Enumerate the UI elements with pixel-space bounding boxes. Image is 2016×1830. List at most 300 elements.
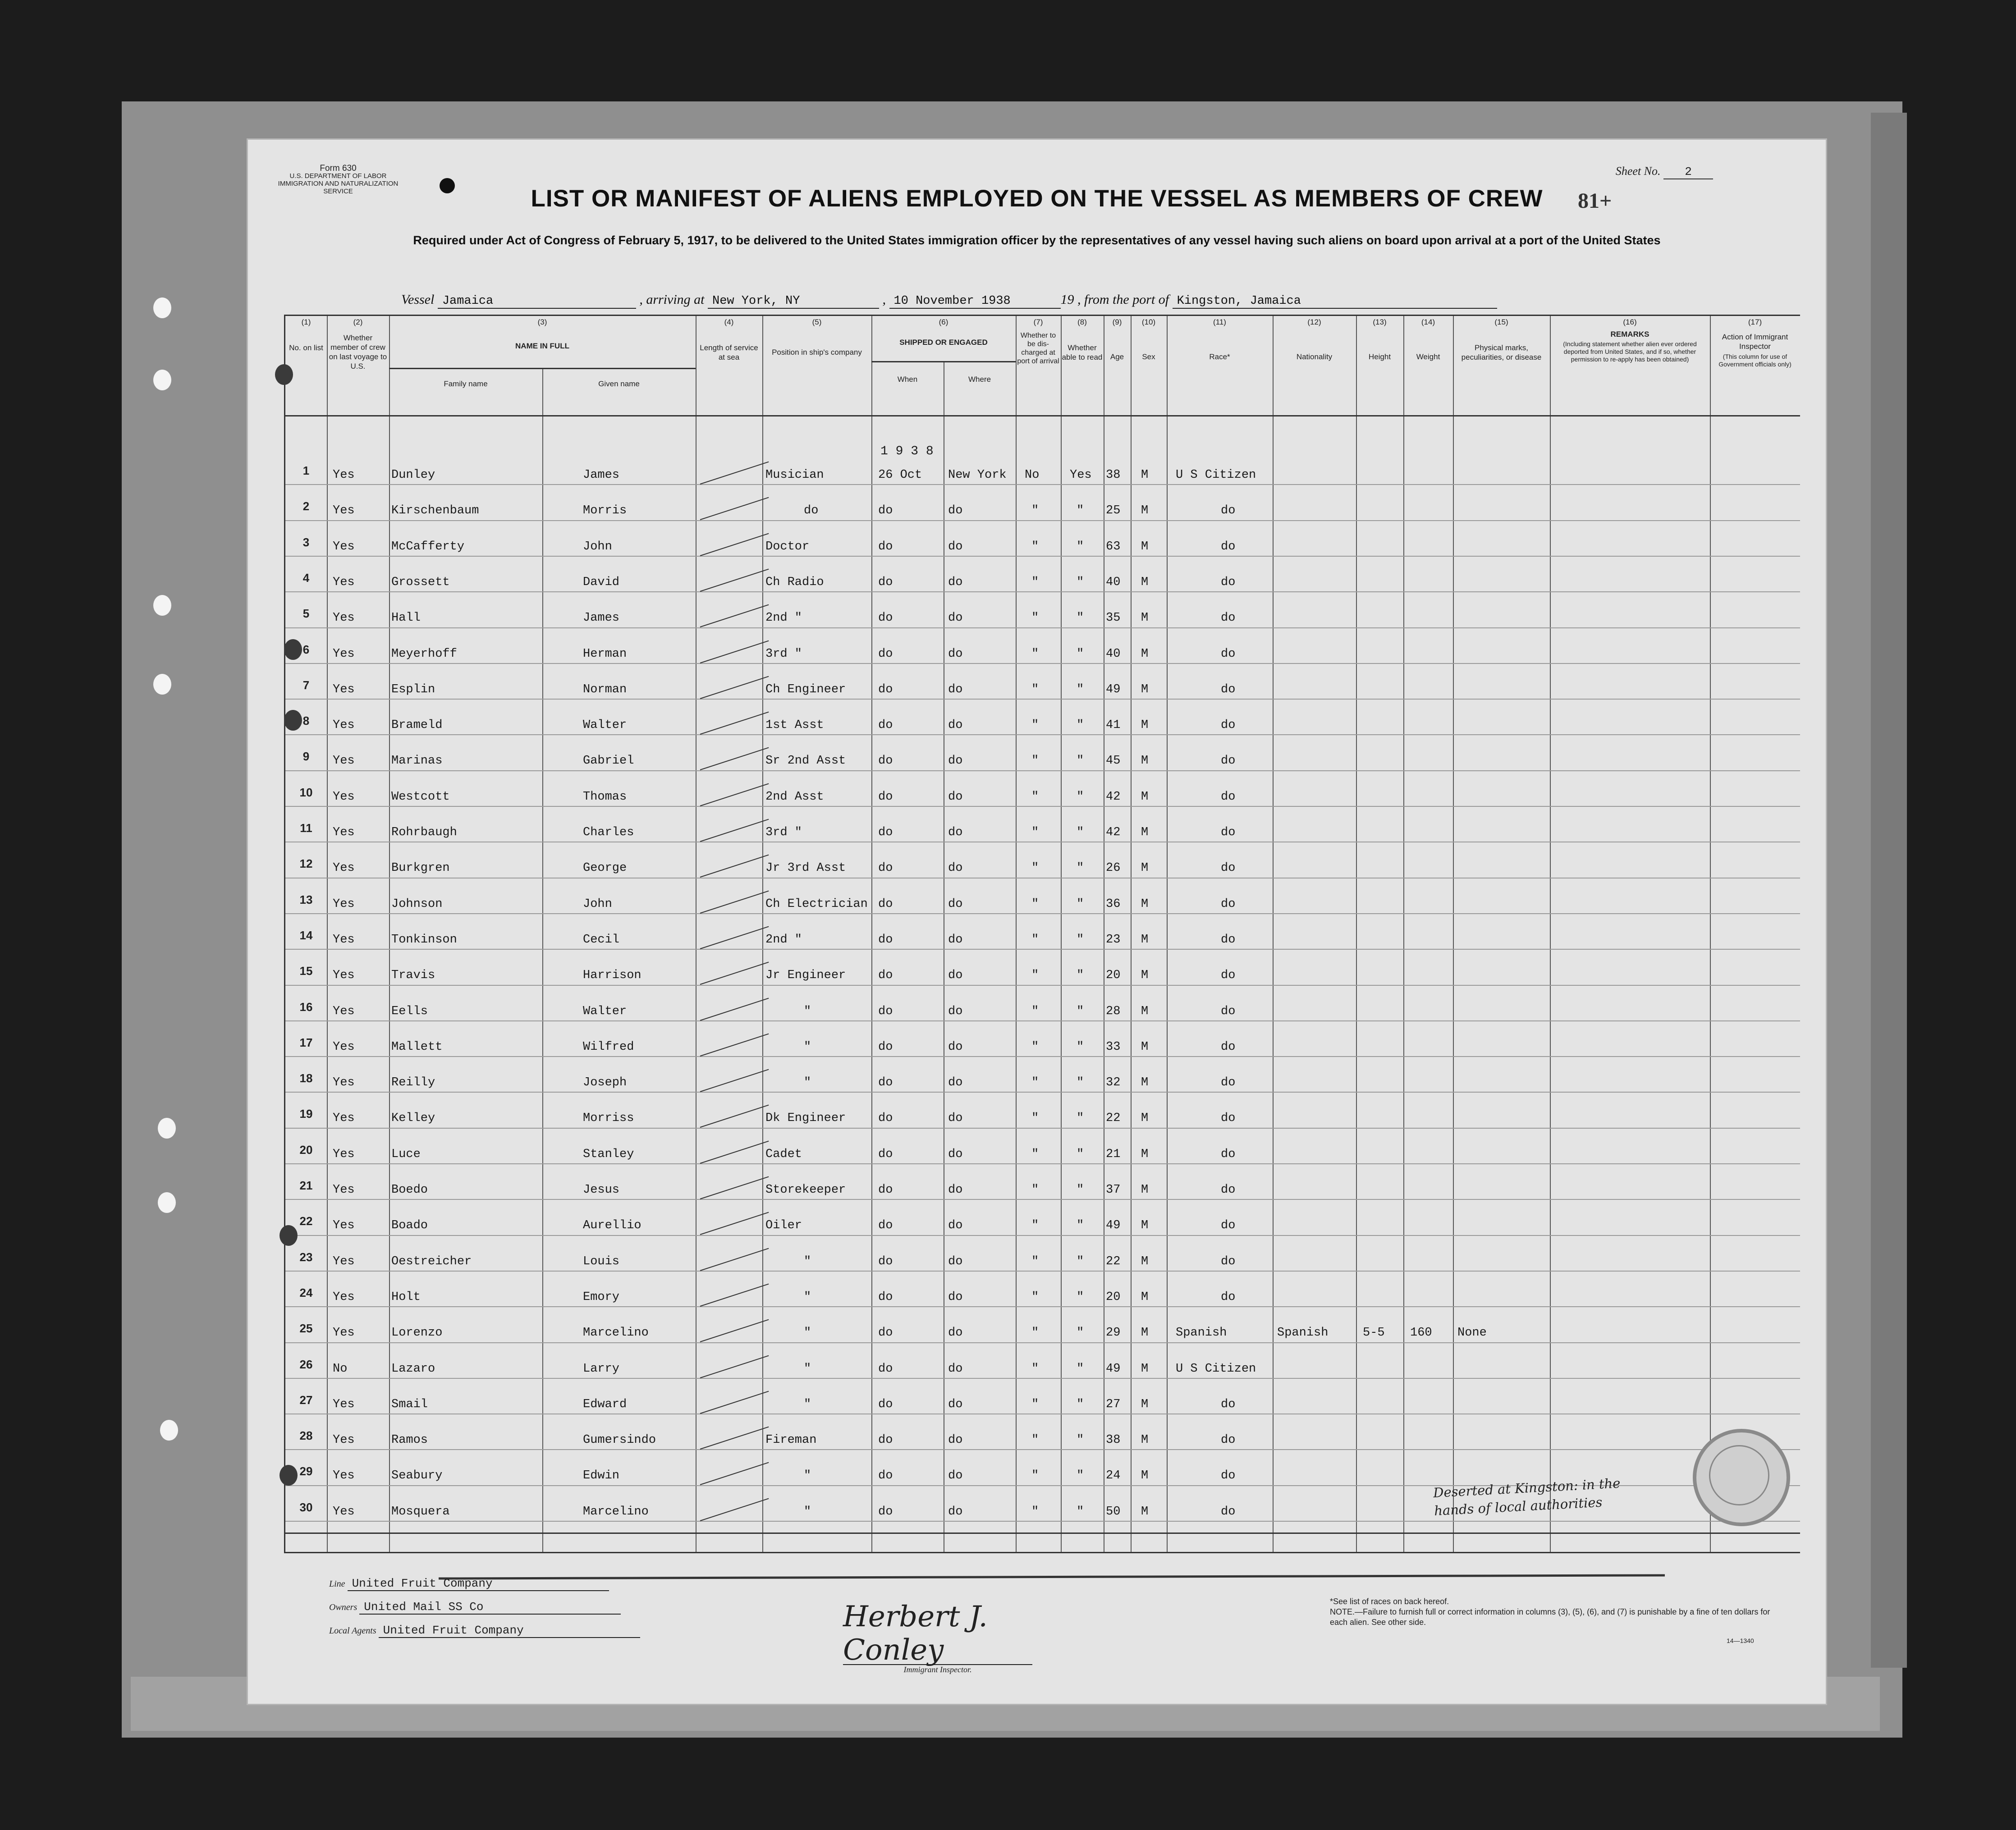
cell-where: do [948,1469,963,1483]
cell-race: do [1221,933,1236,947]
cell-race: do [1221,682,1236,696]
cell-race: do [1221,1433,1236,1447]
row-rule [285,520,1800,521]
cell-prev: Yes [333,1004,355,1018]
cell-position: " [804,1076,811,1090]
cell-discharged: " [1031,1290,1039,1304]
cell-given: Herman [583,647,627,661]
arriving-label: , arriving at [639,292,705,307]
cell-position: Ch Engineer [765,682,846,696]
cell-marks: None [1457,1326,1487,1340]
col-15-number: (15) [1494,318,1508,326]
agents-value: United Fruit Company [379,1624,640,1638]
inspector-signature-block [843,1600,1032,1674]
owners-label: Owners [329,1602,357,1612]
column-divider [1273,316,1274,1552]
owners-value: United Mail SS Co [359,1600,621,1615]
cell-age: 63 [1106,540,1121,554]
sheet-number: 2 [1663,165,1713,179]
row-rule [285,627,1800,628]
service-slash-mark [700,1140,769,1163]
cell-sex: M [1141,1040,1149,1054]
col-1-header: No. on list [289,343,323,352]
cell-age: 49 [1106,1362,1121,1376]
cell-prev: No [333,1362,348,1376]
cell-race: do [1221,1004,1236,1018]
row-rule [285,806,1800,807]
cell-given: Harrison [583,969,641,983]
service-slash-mark [700,604,769,627]
cell-prev: Yes [333,1076,355,1090]
cell-family: Dunley [391,468,435,482]
column-divider [1453,316,1454,1552]
cell-age: 40 [1106,575,1121,589]
row-rule [285,1342,1800,1343]
cell-read: " [1077,1040,1084,1054]
row-number: 21 [299,1179,313,1192]
service-slash-mark [700,1498,769,1521]
cell-sex: M [1141,540,1149,554]
cell-family: McCafferty [391,540,465,554]
col-3-given: Given name [598,380,640,388]
row-rule [285,1235,1800,1236]
cell-where: do [948,790,963,804]
col-4-header: Length of service at sea [700,343,758,361]
row-number: 26 [299,1357,313,1371]
cell-age: 27 [1106,1397,1121,1411]
cell-prev: Yes [333,1326,355,1340]
from-port-label: , from the port of [1077,292,1169,307]
cell-family: Holt [391,1290,421,1304]
cell-position: " [804,1290,811,1304]
vessel-line [401,292,1497,309]
row-rule [285,949,1800,950]
cell-discharged: " [1031,754,1039,768]
cell-family: Grossett [391,575,450,589]
row-number: 8 [302,714,310,728]
col-16-subheader: (Including statement whether alien ever ordered deported from United States, and if so, whether permission to re-apply has been obtained) [1563,340,1697,363]
cell-race: do [1221,790,1236,804]
cell-read: " [1077,1362,1084,1376]
manifest-title: LIST OR MANIFEST OF ALIENS EMPLOYED ON THE VESSEL AS MEMBERS OF CREW [531,185,1543,212]
cell-when: 26 Oct [878,468,922,482]
cell-when: do [878,1469,893,1483]
cell-age: 21 [1106,1147,1121,1161]
binder-hole [160,1420,178,1441]
cell-prev: Yes [333,1219,355,1233]
cell-family: Boado [391,1219,428,1233]
binder-hole [153,595,171,616]
cell-when: do [878,1183,893,1197]
cell-given: David [583,575,620,589]
cell-sex: M [1141,504,1149,518]
cell-discharged: " [1031,647,1039,661]
service-slash-mark [700,676,769,699]
col-15-header: Physical marks, peculiarities, or disease [1461,343,1542,361]
cell-where: do [948,1147,963,1161]
cell-sex: M [1141,861,1149,875]
cell-sex: M [1141,682,1149,696]
cell-given: Edwin [583,1469,620,1483]
cell-race: do [1221,1505,1236,1519]
crew-table [284,315,1800,1553]
cell-position: " [804,1362,811,1376]
arrival-date: 10 November 1938 [889,294,1061,309]
service-name: IMMIGRATION AND NATURALIZATION SERVICE [278,180,399,195]
cell-where: New York [948,468,1007,482]
cell-read: " [1077,754,1084,768]
row-number: 22 [299,1214,313,1228]
cell-when: do [878,718,893,732]
binder-hole [153,674,171,695]
cell-age: 25 [1106,504,1121,518]
row-number: 19 [299,1107,313,1121]
service-slash-mark [700,640,769,663]
cell-sex: M [1141,1147,1149,1161]
cell-where: do [948,933,963,947]
cell-sex: M [1141,718,1149,732]
footnotes [1330,1597,1772,1628]
cell-prev: Yes [333,718,355,732]
sheet-number-field [1616,165,1713,179]
service-slash-mark [700,1069,769,1092]
service-slash-mark [700,497,769,520]
cell-age: 38 [1106,1433,1121,1447]
service-slash-mark [700,890,769,913]
col-11-header: Race* [1209,352,1230,361]
cell-discharged: " [1031,1505,1039,1519]
row-number: 23 [299,1250,313,1264]
col-8-header: Whether able to read [1062,343,1103,361]
cell-when: do [878,682,893,696]
cell-race: do [1221,969,1236,983]
cell-prev: Yes [333,1505,355,1519]
cell-discharged: " [1031,1147,1039,1161]
cell-race: do [1221,897,1236,911]
cell-read: " [1077,1433,1084,1447]
row-number: 4 [302,571,310,585]
cell-race: do [1221,1290,1236,1304]
service-slash-mark [700,1248,769,1271]
cell-given: Larry [583,1362,620,1376]
cell-given: Norman [583,682,627,696]
binder-hole [279,1465,298,1486]
service-slash-mark [700,855,769,878]
cell-read: " [1077,1076,1084,1090]
col-3-number: (3) [537,318,547,326]
cell-when: do [878,754,893,768]
cell-given: Edward [583,1397,627,1411]
cell-family: Eells [391,1004,428,1018]
cell-position: 1st Asst [765,718,824,732]
cell-read: " [1077,718,1084,732]
manifest-sheet [248,140,1826,1704]
cell-age: 32 [1106,1076,1121,1090]
cell-where: do [948,611,963,625]
column-divider [1356,316,1357,1552]
cell-read: " [1077,540,1084,554]
vessel-name: Jamaica [438,294,636,309]
cell-where: do [948,1219,963,1233]
col-16-header: REMARKS [1610,330,1649,339]
cell-discharged: " [1031,682,1039,696]
cell-given: Wilfred [583,1040,634,1054]
cell-race: do [1221,1254,1236,1268]
cell-position: 2nd " [765,933,802,947]
cell-discharged: " [1031,1362,1039,1376]
cell-position: " [804,1254,811,1268]
cell-when: do [878,611,893,625]
cell-where: do [948,969,963,983]
cell-when: do [878,540,893,554]
service-slash-mark [700,1033,769,1056]
cell-position: " [804,1326,811,1340]
cell-position: Doctor [765,540,810,554]
cell-where: do [948,647,963,661]
cell-sex: M [1141,826,1149,839]
service-slash-mark [700,1105,769,1128]
cell-age: 20 [1106,969,1121,983]
cell-race: do [1221,1397,1236,1411]
cell-when: do [878,647,893,661]
service-slash-mark [700,747,769,770]
cell-when: do [878,1397,893,1411]
row-number: 2 [302,499,310,513]
cell-race: U S Citizen [1176,1362,1256,1376]
row-rule [285,1449,1800,1450]
cell-position: Musician [765,468,824,482]
cell-sex: M [1141,754,1149,768]
cell-given: Joseph [583,1076,627,1090]
col-10-header: Sex [1142,352,1155,361]
row-number: 12 [299,857,313,871]
cell-read: " [1077,1254,1084,1268]
column-divider [1131,316,1132,1552]
cell-family: Oestreicher [391,1254,472,1268]
cell-prev: Yes [333,933,355,947]
row-rule [285,591,1800,592]
department-name: U.S. DEPARTMENT OF LABOR [289,172,387,180]
cell-discharged: " [1031,933,1039,947]
cell-when: do [878,1290,893,1304]
cell-discharged: " [1031,790,1039,804]
cell-where: do [948,682,963,696]
cell-family: Travis [391,969,435,983]
cell-age: 42 [1106,790,1121,804]
cell-prev: Yes [333,754,355,768]
cell-when: do [878,1254,893,1268]
cell-family: Lazaro [391,1362,435,1376]
row-number: 27 [299,1393,313,1407]
service-slash-mark [700,533,769,556]
service-slash-mark [700,962,769,985]
cell-given: Stanley [583,1147,634,1161]
cell-race: do [1221,575,1236,589]
row-rule [285,1092,1800,1093]
cell-family: Smail [391,1397,428,1411]
column-divider [1167,316,1168,1552]
cell-where: do [948,1326,963,1340]
cell-prev: Yes [333,861,355,875]
cell-sex: M [1141,1397,1149,1411]
row-rule [285,1163,1800,1164]
cell-read: " [1077,1112,1084,1125]
cell-sex: M [1141,611,1149,625]
cell-prev: Yes [333,1183,355,1197]
col-1-number: (1) [301,318,311,326]
binder-hole [275,364,293,385]
row-rule [285,1056,1800,1057]
cell-race: do [1221,826,1236,839]
cell-race: do [1221,1076,1236,1090]
cell-read: " [1077,861,1084,875]
cell-family: Tonkinson [391,933,457,947]
col-6-where: Where [968,375,991,384]
column-divider [1016,316,1017,1552]
cell-discharged: " [1031,1183,1039,1197]
cell-family: Kelley [391,1112,435,1125]
cell-position: " [804,1040,811,1054]
row-rule [285,1020,1800,1021]
cell-read: " [1077,647,1084,661]
binder-hole [284,639,302,660]
cell-read: " [1077,1290,1084,1304]
cell-family: Kirschenbaum [391,504,479,518]
row-rule [285,985,1800,986]
cell-family: Johnson [391,897,443,911]
cell-family: Westcott [391,790,450,804]
cell-family: Rohrbaugh [391,826,457,839]
col-5-header: Position in ship's company [772,348,862,357]
column-divider [871,316,872,1552]
cell-race: do [1221,1183,1236,1197]
cell-when: do [878,1112,893,1125]
backing-sheet-edge [1871,113,1907,1668]
cell-discharged: " [1031,826,1039,839]
cell-race: U S Citizen [1176,468,1256,482]
row-rule [285,770,1800,771]
row-30-strikethrough [439,1574,1665,1579]
row-number: 15 [299,964,313,978]
cell-age: 26 [1106,861,1121,875]
binder-hole [158,1192,176,1213]
departure-port: Kingston, Jamaica [1173,294,1497,309]
cell-when: do [878,897,893,911]
row-number: 18 [299,1071,313,1085]
cell-discharged: No [1025,468,1040,482]
cell-family: Boedo [391,1183,428,1197]
cell-position: " [804,1505,811,1519]
row-number: 30 [299,1500,313,1514]
cell-position: Cadet [765,1147,802,1161]
row-number: 1 [302,464,310,477]
cell-discharged: " [1031,540,1039,554]
cell-given: Louis [583,1254,620,1268]
binder-hole [279,1225,298,1246]
service-slash-mark [700,1462,769,1485]
cell-prev: Yes [333,647,355,661]
cell-where: do [948,897,963,911]
col-17-number: (17) [1748,318,1762,326]
row-number: 16 [299,1000,313,1014]
cell-given: Walter [583,718,627,732]
row-number: 7 [302,678,310,692]
cell-given: Jesus [583,1183,620,1197]
row-rule [285,556,1800,557]
col-12-header: Nationality [1296,352,1333,361]
cell-age: 24 [1106,1469,1121,1483]
cell-family: Marinas [391,754,443,768]
cell-where: do [948,1362,963,1376]
cell-nationality: Spanish [1277,1326,1329,1340]
cell-prev: Yes [333,1040,355,1054]
service-slash-mark [700,1427,769,1450]
column-divider [1550,316,1551,1552]
cell-prev: Yes [333,504,355,518]
cell-where: do [948,861,963,875]
cell-family: Luce [391,1147,421,1161]
cell-read: " [1077,1004,1084,1018]
cell-position: 2nd " [765,611,802,625]
cell-sex: M [1141,1254,1149,1268]
cell-sex: M [1141,1219,1149,1233]
cell-family: Meyerhoff [391,647,457,661]
row-rule [285,484,1800,485]
cell-race: do [1221,504,1236,518]
cell-age: 49 [1106,1219,1121,1233]
column-divider [1403,316,1404,1552]
cell-given: John [583,897,612,911]
cell-discharged: " [1031,969,1039,983]
cell-read: " [1077,1326,1084,1340]
col-7-number: (7) [1033,318,1043,326]
cell-age: 22 [1106,1112,1121,1125]
cell-discharged: " [1031,897,1039,911]
cell-discharged: " [1031,575,1039,589]
cell-family: Burkgren [391,861,450,875]
binder-hole [158,1118,176,1139]
year-suffix: 19 [1060,292,1074,307]
column-divider [389,316,390,1552]
subheader-rule [871,361,1016,362]
cell-where: do [948,1040,963,1054]
binder-hole [153,297,171,318]
cell-where: do [948,1433,963,1447]
service-slash-mark [700,1355,769,1378]
cell-read: " [1077,575,1084,589]
cell-when: do [878,861,893,875]
cell-race: do [1221,1112,1236,1125]
row-rule [285,1306,1800,1307]
cell-sex: M [1141,1076,1149,1090]
row-number: 3 [302,535,310,549]
cell-family: Seabury [391,1469,443,1483]
col-2-number: (2) [353,318,363,326]
col-10-number: (10) [1141,318,1156,326]
cell-family: Esplin [391,682,435,696]
cell-when: do [878,933,893,947]
col-6-header: SHIPPED OR ENGAGED [899,338,988,347]
owners-field [329,1600,621,1615]
cell-when: do [878,575,893,589]
col-4-number: (4) [724,318,734,326]
cell-read: " [1077,826,1084,839]
cell-age: 23 [1106,933,1121,947]
cell-race: Spanish [1176,1326,1227,1340]
cell-given: Gabriel [583,754,634,768]
cell-discharged: " [1031,718,1039,732]
form-code: 14—1340 [1727,1637,1754,1644]
